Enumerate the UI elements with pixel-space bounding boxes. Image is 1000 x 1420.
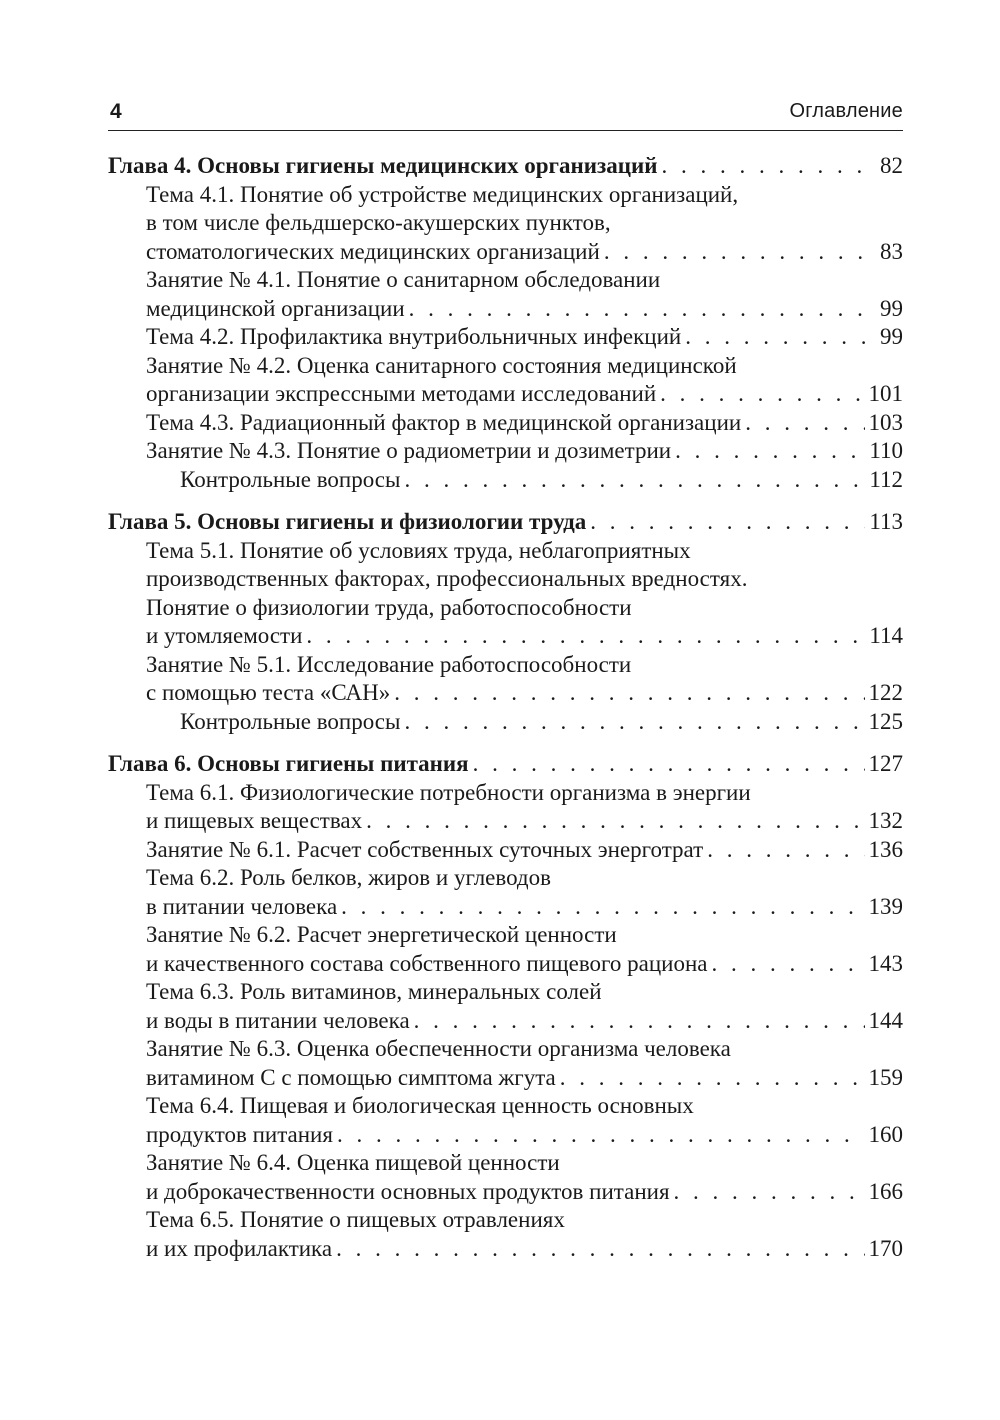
page-ref: 99 bbox=[880, 295, 903, 321]
toc-entry[interactable] bbox=[108, 708, 903, 737]
dot-leader bbox=[306, 622, 865, 651]
toc-entry-text: с помощью теста «САН» bbox=[146, 680, 391, 705]
toc-entry[interactable] bbox=[108, 1092, 903, 1149]
toc-entry-line bbox=[108, 1206, 903, 1235]
toc-entry-text: Тема 4.3. Радиационный фактор в медицинской организации bbox=[146, 409, 742, 435]
toc-entry-text: продуктов питания bbox=[146, 1121, 333, 1147]
toc-entry-line bbox=[108, 1178, 903, 1207]
toc-entry-line bbox=[108, 1007, 903, 1036]
toc-entry-text: Занятие № 4.3. Понятие о радиометрии и дозиметрии bbox=[146, 438, 672, 463]
toc-entry-text: Тема 6.1. Физиологические потребности организма в энергии bbox=[146, 779, 751, 805]
dot-leader bbox=[685, 323, 876, 352]
toc-entry-text: Тема 4.2. Профилактика внутрибольничных инфекций bbox=[146, 324, 682, 349]
toc-entry[interactable] bbox=[108, 978, 903, 1035]
toc-entry-text: Тема 6.3. Роль витаминов, минеральных солей bbox=[146, 979, 602, 1004]
toc-entry-text: Занятие № 6.2. Расчет энергетической ценности bbox=[146, 922, 617, 947]
page-ref: 113 bbox=[869, 509, 903, 534]
toc-entry[interactable] bbox=[108, 1149, 903, 1206]
page-ref: 159 bbox=[868, 1064, 903, 1090]
toc-entry-line bbox=[108, 380, 903, 409]
dot-leader bbox=[707, 836, 864, 865]
page-ref: 122 bbox=[868, 680, 903, 705]
toc-entry-text: Занятие № 6.4. Оценка пищевой ценности bbox=[146, 1150, 560, 1175]
toc-entry[interactable] bbox=[108, 466, 903, 495]
toc-entry-line bbox=[108, 1149, 903, 1178]
toc-entry-line bbox=[108, 978, 903, 1007]
toc-entry[interactable] bbox=[108, 864, 903, 921]
toc-entry-line bbox=[108, 950, 903, 979]
toc-entry-text: медицинской организации bbox=[146, 295, 405, 321]
page-ref: 170 bbox=[868, 1235, 903, 1261]
toc-entry[interactable] bbox=[108, 921, 903, 978]
toc-entry[interactable] bbox=[108, 836, 903, 865]
toc-entry-line bbox=[108, 409, 903, 438]
dot-leader bbox=[660, 380, 864, 409]
dot-leader bbox=[366, 807, 864, 836]
dot-leader bbox=[560, 1064, 865, 1093]
page-ref: 83 bbox=[880, 238, 903, 264]
page-ref: 143 bbox=[868, 950, 903, 976]
page-ref: 166 bbox=[868, 1178, 903, 1204]
dot-leader bbox=[404, 466, 865, 495]
dot-leader bbox=[745, 409, 864, 438]
toc-entry-line bbox=[108, 352, 903, 381]
toc-entry-line bbox=[108, 708, 903, 737]
toc-entry-line bbox=[108, 807, 903, 836]
toc-entry-text: Тема 6.5. Понятие о пищевых отравлениях bbox=[146, 1207, 565, 1232]
page-ref: 144 bbox=[868, 1007, 903, 1033]
toc-entry-line bbox=[108, 266, 903, 295]
toc-entry-text: Контрольные вопросы bbox=[180, 708, 401, 734]
chapter-heading[interactable] bbox=[108, 750, 903, 779]
dot-leader bbox=[404, 708, 864, 737]
toc-entry-text: Занятие № 5.1. Исследование работоспособности bbox=[146, 651, 632, 677]
toc-entry-line bbox=[108, 565, 903, 594]
toc-entry-text: Занятие № 6.3. Оценка обеспеченности организма человека bbox=[146, 1036, 731, 1061]
toc-entry[interactable] bbox=[108, 323, 903, 352]
toc-entry-line bbox=[108, 622, 903, 651]
toc-entry-line bbox=[108, 594, 903, 623]
toc-entry[interactable] bbox=[108, 1206, 903, 1263]
toc-entry-line bbox=[108, 893, 903, 922]
toc-entry-line bbox=[108, 679, 903, 708]
toc-entry-text: Контрольные вопросы bbox=[180, 466, 401, 492]
toc-entry-line bbox=[108, 537, 903, 566]
page-ref: 103 bbox=[868, 409, 903, 435]
page-ref: 127 bbox=[868, 751, 903, 776]
toc-entry[interactable] bbox=[108, 537, 903, 651]
toc-entry-line bbox=[108, 779, 903, 808]
toc-entry-text: и качественного состава собственного пищевого рациона bbox=[146, 950, 708, 976]
page-ref: 82 bbox=[880, 153, 903, 178]
toc-entry-text: Тема 4.1. Понятие об устройстве медицинских организаций, bbox=[146, 181, 739, 207]
toc-entry-line bbox=[108, 651, 903, 680]
toc-entry-line bbox=[108, 466, 903, 495]
chapter-heading[interactable] bbox=[108, 508, 903, 537]
dot-leader bbox=[414, 1007, 865, 1036]
toc-entry-text: Занятие № 4.2. Оценка санитарного состояния медицинской bbox=[146, 352, 737, 378]
toc-entry-text: производственных факторах, профессиональных вредностях. bbox=[146, 566, 748, 591]
toc-entry-text: стоматологических медицинских организаций bbox=[146, 238, 600, 264]
page-ref: 132 bbox=[868, 808, 903, 833]
toc-entry-line bbox=[108, 836, 903, 865]
toc-entry-line bbox=[108, 1235, 903, 1264]
toc-entry[interactable] bbox=[108, 352, 903, 409]
chapter-title: Глава 6. Основы гигиены питания bbox=[108, 751, 469, 776]
toc-entry-text: Занятие № 4.1. Понятие о санитарном обследовании bbox=[146, 267, 661, 292]
chapter-block bbox=[108, 750, 903, 1263]
toc-entry-text: Занятие № 6.1. Расчет собственных суточных энерготрат bbox=[146, 836, 704, 862]
page-ref: 114 bbox=[869, 623, 903, 648]
dot-leader bbox=[409, 295, 876, 324]
table-of-contents bbox=[108, 152, 903, 1263]
toc-entry-line bbox=[108, 295, 903, 324]
dot-leader bbox=[337, 1121, 865, 1150]
dot-leader bbox=[590, 508, 865, 537]
section-title: Оглавление bbox=[789, 100, 903, 122]
toc-entry-text: организации экспрессными методами исследований bbox=[146, 381, 657, 406]
toc-entry[interactable] bbox=[108, 437, 903, 466]
dot-leader bbox=[675, 437, 865, 466]
toc-entry-text: Тема 5.1. Понятие об условиях труда, неблагоприятных bbox=[146, 537, 691, 563]
page-ref: 99 bbox=[880, 324, 903, 349]
dot-leader bbox=[394, 679, 864, 708]
page-ref: 139 bbox=[868, 893, 903, 919]
dot-leader bbox=[712, 950, 865, 979]
page-ref: 101 bbox=[868, 381, 903, 406]
page-number: 4 bbox=[110, 100, 122, 123]
toc-entry-line bbox=[108, 238, 903, 267]
toc-entry-text: и воды в питании человека bbox=[146, 1007, 410, 1033]
toc-entry[interactable] bbox=[108, 409, 903, 438]
page-ref: 125 bbox=[868, 708, 903, 734]
toc-entry[interactable] bbox=[108, 1035, 903, 1092]
chapter-title: Глава 5. Основы гигиены и физиологии труда bbox=[108, 509, 587, 534]
toc-entry-line bbox=[108, 1064, 903, 1093]
toc-entry-text: и пищевых веществах bbox=[146, 808, 363, 833]
dot-leader bbox=[336, 1235, 864, 1264]
toc-entry-line bbox=[108, 323, 903, 352]
page-ref: 110 bbox=[869, 438, 903, 463]
toc-entry-text: витамином С с помощью симптома жгута bbox=[146, 1064, 556, 1090]
chapter-heading[interactable] bbox=[108, 152, 903, 181]
chapter-block bbox=[108, 152, 903, 494]
chapter-title: Глава 4. Основы гигиены медицинских организаций bbox=[108, 153, 658, 178]
toc-entry-text: и утомляемости bbox=[146, 623, 303, 648]
toc-entry-line bbox=[108, 1035, 903, 1064]
page-ref: 160 bbox=[868, 1121, 903, 1147]
dot-leader bbox=[473, 750, 865, 779]
toc-entry[interactable] bbox=[108, 266, 903, 323]
toc-entry-text: и доброкачественности основных продуктов питания bbox=[146, 1178, 670, 1204]
toc-entry-line bbox=[108, 864, 903, 893]
toc-entry[interactable] bbox=[108, 779, 903, 836]
dot-leader bbox=[662, 152, 877, 181]
page-ref: 136 bbox=[868, 836, 903, 862]
toc-entry-line bbox=[108, 181, 903, 210]
toc-entry-text: Понятие о физиологии труда, работоспособности bbox=[146, 594, 632, 620]
running-header bbox=[108, 100, 903, 131]
toc-entry-text: Тема 6.2. Роль белков, жиров и углеводов bbox=[146, 865, 551, 890]
toc-entry-line bbox=[108, 1121, 903, 1150]
toc-entry-text: Тема 6.4. Пищевая и биологическая ценность основных bbox=[146, 1093, 694, 1118]
toc-entry-line bbox=[108, 1092, 903, 1121]
dot-leader bbox=[674, 1178, 865, 1207]
toc-entry-line bbox=[108, 437, 903, 466]
toc-entry[interactable] bbox=[108, 651, 903, 708]
toc-entry[interactable] bbox=[108, 181, 903, 267]
toc-entry-text: и их профилактика bbox=[146, 1235, 333, 1261]
dot-leader bbox=[341, 893, 864, 922]
toc-entry-line bbox=[108, 921, 903, 950]
chapter-block bbox=[108, 508, 903, 736]
page-ref: 112 bbox=[869, 466, 903, 492]
dot-leader bbox=[604, 238, 876, 267]
toc-entry-text: в том числе фельдшерско-акушерских пунктов, bbox=[146, 210, 611, 235]
toc-entry-line bbox=[108, 209, 903, 238]
toc-entry-text: в питании человека bbox=[146, 893, 338, 919]
